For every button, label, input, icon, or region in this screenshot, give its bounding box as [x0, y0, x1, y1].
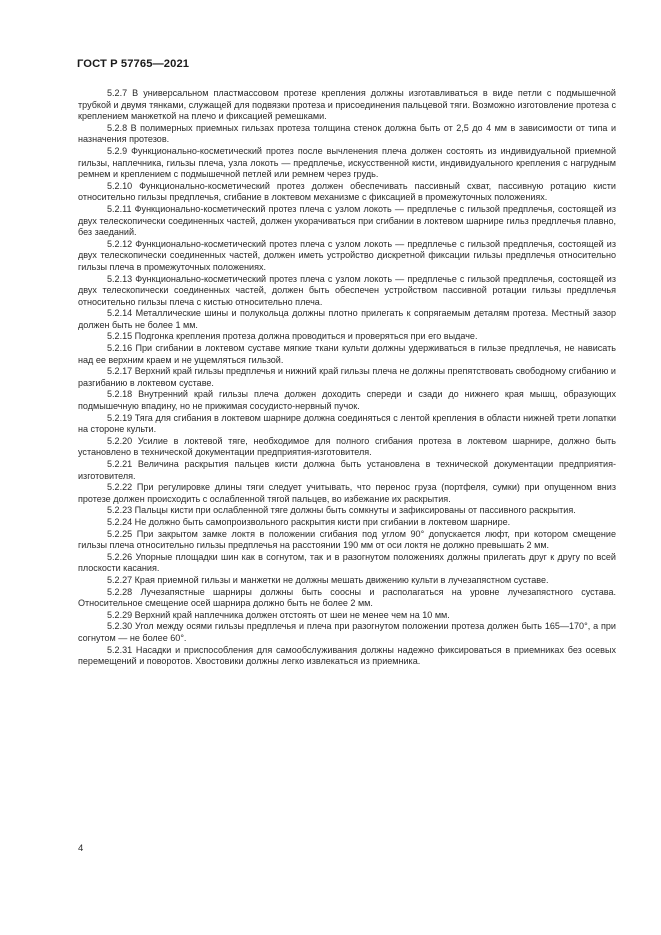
paragraph-5-2-22: 5.2.22 При регулировке длины тяги следует учитывать, что перенос груза (портфеля, сумки) при опущенном вниз протезе должен происходить с ослабленной тягой пальцев, во избежание их раскрытия. [78, 482, 616, 504]
document-body [78, 88, 616, 668]
paragraph-5-2-23: 5.2.23 Пальцы кисти при ослабленной тяге должны быть сомкнуты и зафиксированы от пассивного раскрытия. [107, 505, 576, 516]
document-header-title: ГОСТ Р 57765—2021 [77, 58, 190, 70]
paragraph-5-2-9: 5.2.9 Функционально-косметический протез после вычленения плеча должен состоять из индивидуальной приемной гильзы, наплечника, гильзы плеча, узла локоть — предплечье, искусственной кисти, индивидуального крепления с нагрудным ремнем и креплением с подмышечной петлей или ремнем через грудь. [78, 145, 616, 180]
paragraph-5-2-21: 5.2.21 Величина раскрытия пальцев кисти должна быть установлена в технической документации предприятия-изготовителя. [78, 459, 616, 481]
paragraph-5-2-29: 5.2.29 Верхний край наплечника должен отстоять от шеи не менее чем на 10 мм. [107, 609, 450, 620]
paragraph-5-2-12: 5.2.12 Функционально-косметический протез плеча с узлом локоть — предплечье с гильзой предплечья, состоящей из двух телескопически соединенных частей, должен иметь устройство дискретной фиксации гильзы предплечья относительно гильзы плеча в промежуточных положениях. [78, 238, 616, 272]
paragraph-5-2-7: 5.2.7 В универсальном пластмассовом протезе крепления должны изготавливаться в виде петли с подмышечной трубкой и двумя тянками, служащей для подвязки протеза и присоединения пальцевой тяги. Возможно изготовление протеза с креплением манжеткой на плечо и фиксацией ремешками. [78, 88, 616, 122]
paragraph-5-2-27: 5.2.27 Края приемной гильзы и манжетки не должны мешать движению культи в лучезапястном суставе. [107, 574, 549, 585]
paragraph-5-2-8: 5.2.8 В полимерных приемных гильзах протеза толщина стенок должна быть от 2,5 до 4 мм в зависимости от типа и назначения протезов. [78, 122, 616, 145]
page-number: 4 [78, 843, 84, 854]
paragraph-5-2-26: 5.2.26 Упорные площадки шин как в согнутом, так и в разогнутом положениях должны прилегать друг к другу по всей плоскости касания. [78, 551, 616, 574]
paragraph-5-2-16: 5.2.16 При сгибании в локтевом суставе мягкие ткани культи должны удерживаться в гильзе предплечья, не нависать над ее верхним краем и не ущемляться гильзой. [78, 343, 616, 365]
paragraph-5-2-25: 5.2.25 При закрытом замке локтя в положении сгибания под углом 90° допускается люфт, при котором смещение гильзы плеча относительно гильзы предплечья на расстоянии 190 мм от оси локтя не должно превышать 2 мм. [78, 528, 616, 551]
paragraph-5-2-10: 5.2.10 Функционально-косметический протез должен обеспечивать пассивный схват, пассивную ротацию кисти относительно гильзы предплечья, сгибание в локтевом механизме с фиксацией в промежуточных положениях. [78, 180, 616, 203]
paragraph-5-2-14: 5.2.14 Металлические шины и полукольца должны плотно прилегать к сопрягаемым деталям протеза. Местный зазор должен быть не более 1 мм. [78, 308, 616, 330]
paragraph-5-2-30: 5.2.30 Угол между осями гильзы предплечья и плеча при разогнутом положении протеза должен быть 165—170°, а при согнутом — не более 60°. [78, 621, 616, 643]
paragraph-5-2-15: 5.2.15 Подгонка крепления протеза должна проводиться и проверяться при его выдаче. [107, 331, 478, 342]
paragraph-5-2-20: 5.2.20 Усилие в локтевой тяге, необходимое для полного сгибания протеза в локтевом шарнире, должно быть установлено в технической документации предприятия-изготовителя. [78, 435, 616, 458]
paragraph-5-2-11: 5.2.11 Функционально-косметический протез плеча с узлом локоть — предплечье с гильзой предплечья, состоящей из двух телескопически соединенных частей, должен укорачиваться при сгибании в локтевом шарнире гильз предплечья плавно, без заеданий. [78, 203, 616, 238]
paragraph-5-2-18: 5.2.18 Внутренний край гильзы плеча должен доходить спереди и сзади до нижнего края мышц, образующих подмышечную впадину, но не прижимая сосудисто-нервный пучок. [78, 389, 616, 412]
paragraph-5-2-17: 5.2.17 Верхний край гильзы предплечья и нижний край гильзы плеча не должны препятствовать свободному сгибанию и разгибанию в локтевом суставе. [78, 366, 616, 388]
paragraph-5-2-19: 5.2.19 Тяга для сгибания в локтевом шарнире должна соединяться с лентой крепления в области нижней трети лопатки на стороне культи. [78, 412, 616, 435]
paragraph-5-2-28: 5.2.28 Лучезапястные шарниры должны быть соосны и располагаться на уровне лучезапястного сустава. Относительное смещение осей шарнира должно быть не более 2 мм. [78, 586, 616, 609]
paragraph-5-2-24: 5.2.24 Не должно быть самопроизвольного раскрытия кисти при сгибании в локтевом шарнире. [107, 516, 511, 527]
paragraph-5-2-13: 5.2.13 Функционально-косметический протез плеча с узлом локоть — предплечье с гильзой предплечья, состоящей из двух телескопически соединенных частей, должен быть обеспечен устройством пассивной ротации гильзы предплечья относительно гильзы плеча с кистью относительно плеча. [78, 273, 616, 307]
paragraph-5-2-31: 5.2.31 Насадки и приспособления для самообслуживания должны надежно фиксироваться в приемниках без осевых перемещений и поворотов. Хвостовики должны легко извлекаться из приемника. [78, 644, 616, 667]
